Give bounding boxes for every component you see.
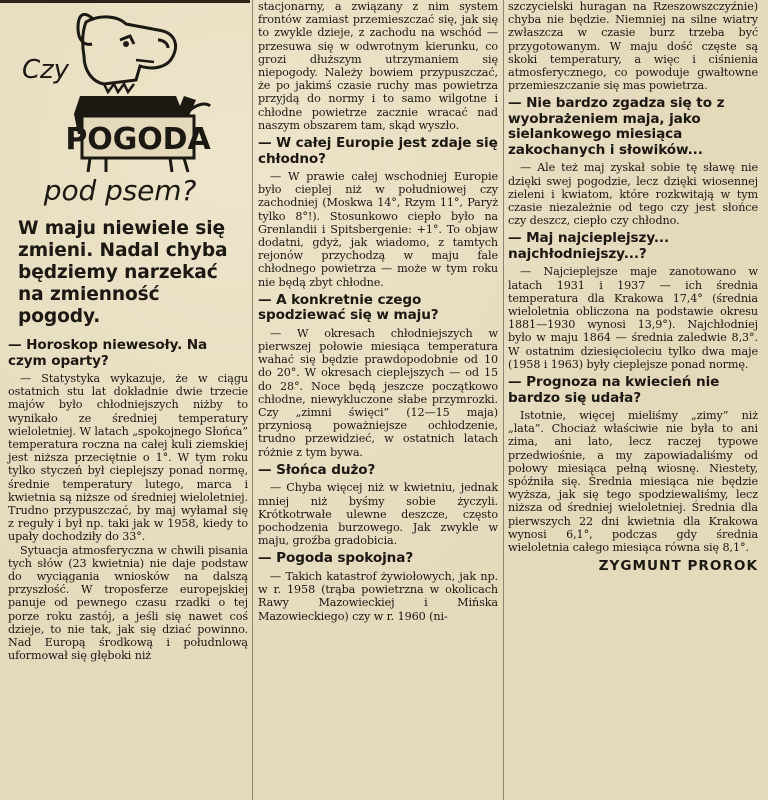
column-2 (258, 0, 498, 623)
paragraph: Sytuacja atmosferyczna w chwili pisania tych słów (23 kwietnia) nie daje podstaw do wyciągania wniosków na dalszą przyszłość. W troposferze europejskiej panuje od pewnego czasu rzadki o tej porze roku zastój, a jeśli się nawet coś dzieje, to nie tak, jak się dziać powinno. Nad Europą środkową i połudnlową uformował się głęboki niż (8, 543, 248, 663)
pogoda-logo (8, 0, 248, 212)
paragraph: szczycielski huragan na Rzeszowszczyźnie) chyba nie będzie. Niemniej na silne wiatry zwłaszcza w czasie burz trzeba być przygotowanym. W maju dość częste są skoki temperatury, a więc i ciśnienia atmosferycznego, co powoduje gwałtowne przemieszczanie się mas powietrza. (508, 0, 758, 93)
paragraph: — Ale też maj zyskał sobie tę sławę nie dzięki swej pogodzie, lecz dzięki wiosennej zieleni i kwiatom, które rozkwitają w tym czasie niezależnie od tego czy jest słońce czy deszcz, ciepło czy chłodno. (508, 161, 758, 228)
author-signature: ZYGMUNT PROROK (598, 558, 758, 575)
paragraph: — Chyba więcej niż w kwietniu, jednak mniej niż byśmy sobie życzyli. Krótkotrwałe ulewne deszcze, często pochodzenia burzowego. Jak zwykle w maju, groźba gradobicia. (258, 481, 498, 548)
paragraph: — Statystyka wykazuje, że w ciągu ostatnich stu lat dokładnie dwie trzecie majów było chłodniejszych niżby to wynikało ze średniej temperatury wieloletniej. W latach „spokojnego Słońca” temperatura roczna na całej kuli ziemskiej jest niższa przeciętnie o 1°. W tym roku tylko styczeń był cieplejszy ponad normę, średnie temperatury lutego, marca i kwietnia są niższe od średniej wieloletniej. Trudno przypuszczać, by maj wyłamał się z reguły i był np. taki jak w 1958, kiedy to upały dochodziły do 33°. (8, 372, 248, 544)
paragraph: — W okresach chłodniejszych w pierwszej połowie miesiąca temperatura wahać się będzie prawdopodobnie od 10 do 20°. W okresach cieplejszych — od 15 do 28°. Noce będą jeszcze początkowo chłodne, niewykluczone słabe przymrozki. Czy „zimni święci” (12—15 maja) przyniosą poważniejsze ochłodzenie, trudno przewidzieć, w ostatnich latach różnie z tym bywa. (258, 326, 498, 459)
subheading: — Horoskop niewesoły. Na czym oparty? (8, 337, 208, 369)
logo-czy-text: Czy (22, 55, 69, 85)
subheading: — Maj najcieplejszy... najchłodniejszy...? (508, 230, 670, 262)
subheading: — Prognoza na kwiecień nie bardzo się udała? (508, 374, 720, 406)
logo-pod-psem-text: pod psem? (43, 174, 197, 207)
subheading: — Słońca dużo? (258, 461, 376, 478)
article-headline: W maju niewiele się zmieni. Nadal chyba będziemy narzekać na zmienność pogody. (18, 218, 228, 327)
subheading: — W całej Europie jest zdaje się chłodno? (258, 135, 498, 167)
subheading: — Pogoda spokojna? (258, 550, 414, 567)
column-3 (508, 0, 758, 574)
column-3-body (508, 0, 758, 554)
subheading: — Nie bardzo zgadza się to z wyobrażeniem maja, jako sielankowego miesiąca zakochanych i słowików... (508, 95, 725, 158)
column-1-body (8, 338, 248, 662)
logo-pogoda-text: POGODA (65, 122, 211, 157)
subheading: — A konkretnie czego spodziewać się w maju? (258, 291, 439, 324)
paragraph: Istotnie, więcej mieliśmy „zimy” niż „lata”. Chociaż właściwie nie była to ani zima, ani lato, lecz raczej typowe przedwiośnie, a my zapowiadaliśmy od połowy miesiąca pełną wiosnę. Niestety, spóźniła się. Średnia miesiąca nie będzie wyższa, jak się tego spodziewaliśmy, lecz niższa od średniej wieloletniej. Średnia dla pierwszych 22 dni kwietnia dla Krakowa wynosi 6,1°, podczas gdy średnia wieloletnia całego miesiąca równa się 8,1°. (508, 409, 758, 555)
column-separator (503, 0, 504, 800)
column-2-body (258, 0, 498, 623)
paragraph: — W prawie całej wschodniej Europie było cieplej niż w południowej czy zachodniej (Moskwa 14°, Rzym 11°, Paryż tylko 8°!). Stosunkowo ciepło było na Grenlandii i Spitsbergenie: +1°. To objaw dodatni, gdyż, jak wiadomo, z tamtych rejonów przychodzą w maju fale chłodnego powietrza — może w tym roku nie będą zbyt chłodne. (258, 170, 498, 289)
column-1 (8, 0, 248, 662)
paragraph: — Takich katastrof żywiołowych, jak np. w r. 1958 (trąba powietrzna w okolicach Rawy Mazowieckiej i Mińska Mazowieckiego) czy w r. 1960 (ni- (258, 569, 498, 623)
column-separator (252, 0, 253, 800)
dog-illustration (8, 0, 248, 212)
paragraph: — Najcieplejsze maje zanotowano w latach 1931 i 1937 — ich średnia temperatura dla Krakowa 17,4° (średnia wieloletnia obliczona na podstawie okresu 1881—1930 wynosi 13,9°). Najchłodniej było w maju 1864 — średnia zaledwie 8,3°. W ostatnim dziesięcioleciu tylko dwa maje (1958 i 1963) były cieplejsze ponad normę. (508, 265, 758, 371)
paragraph: stacjonarny, a związany z nim system frontów zamiast przemieszczać się, jak się to zwykle dzieje, z zachodu na wschód — przesuwa się w odwrotnym kierunku, co grozi dłuższym utrzymaniem się niepogody. Należy bowiem przypuszczać, że po jakimś czasie ruchy mas powietrza przyjdą do normy i to samo wilgotne i chłodne powietrze zacznie wracać nad naszym obszarem tam, skąd wyszło. (258, 0, 498, 132)
